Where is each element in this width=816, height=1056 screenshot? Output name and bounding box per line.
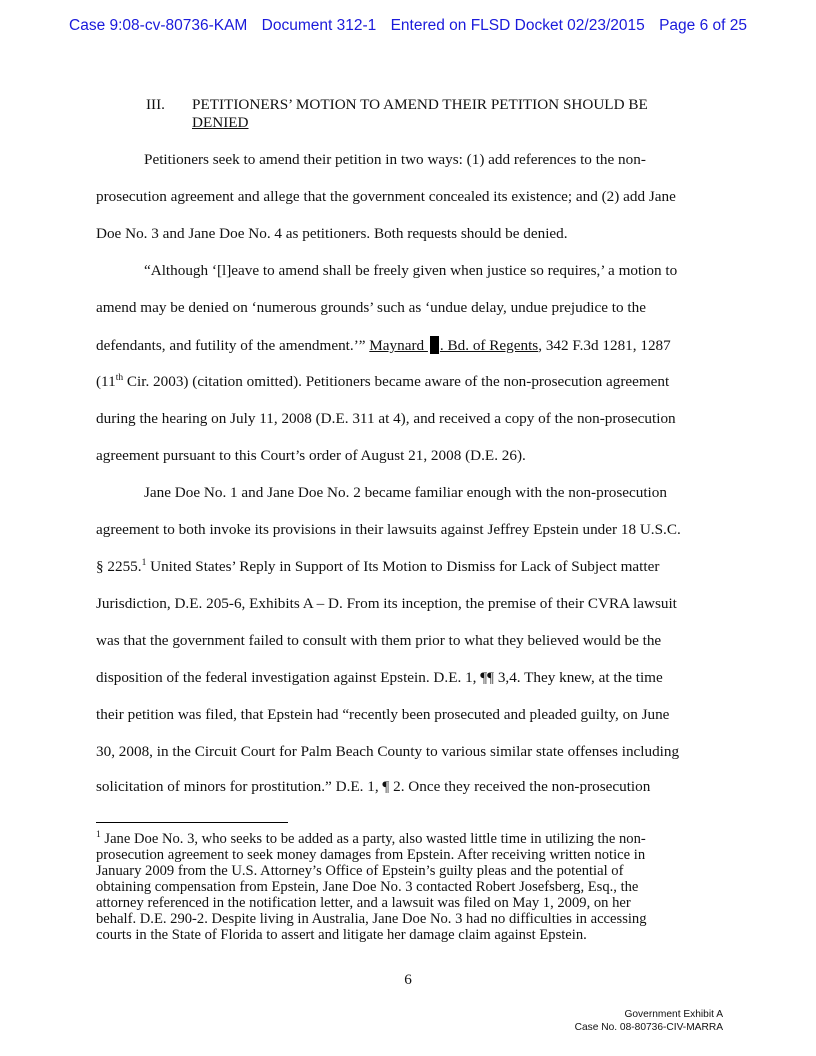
section-title-line-2: DENIED: [192, 114, 249, 131]
citation-lead: defendants, and futility of the amendment.’”: [96, 337, 370, 354]
entered-date: Entered on FLSD Docket 02/23/2015: [390, 17, 645, 34]
footnote-line: obtaining compensation from Epstein, Jane Doe No. 3 contacted Robert Josefsberg, Esq., the: [96, 879, 639, 895]
footnote-line: January 2009 from the U.S. Attorney’s Office of Epstein’s guilty pleas and the potential of: [96, 863, 624, 879]
redaction-block: [430, 336, 439, 354]
body-line: solicitation of minors for prostitution.” D.E. 1, ¶ 2. Once they received the non-prosecution: [96, 778, 651, 795]
circuit-rest: Cir. 2003) (citation omitted). Petitioners became aware of the non-prosecution agreement: [123, 373, 670, 390]
footnote-line: prosecution agreement to seek money damages from Epstein. After receiving written notice in: [96, 847, 646, 863]
footnote-line: courts in the State of Florida to assert and litigate her damage claim against Epstein.: [96, 927, 587, 943]
docket-header: [0, 17, 816, 35]
body-line: 30, 2008, in the Circuit Court for Palm Beach County to various similar state offenses including: [96, 743, 680, 760]
exhibit-case-number: Case No. 08-80736-CIV-MARRA: [574, 1022, 723, 1033]
section-number: III.: [146, 96, 165, 113]
footnote-line: $^1$ Jane Doe No. 3, who seeks to be added as a party, also wasted little time in utilizing the non-: [96, 830, 646, 847]
body-line: agreement pursuant to this Court’s order of August 21, 2008 (D.E. 26).: [96, 447, 526, 464]
case-name-part-2: . Bd. of Regents: [439, 337, 539, 354]
case-number: Case 9:08-cv-80736-KAM: [69, 17, 248, 34]
page-indicator: Page 6 of 25: [659, 17, 747, 34]
body-line-circuit: [96, 373, 669, 393]
footnote-marker: 1: [96, 830, 101, 840]
footnote-line: behalf. D.E. 290-2. Despite living in Australia, Jane Doe No. 3 had no difficulties in accessing: [96, 911, 647, 927]
case-name-part-1: Maynard: [369, 337, 428, 354]
body-line: prosecution agreement and allege that the government concealed its existence; and (2) add Jane: [96, 188, 676, 205]
body-line-rest: United States’ Reply in Support of Its Motion to Dismiss for Lack of Subject matter: [146, 558, 660, 575]
citation-reporter: , 342 F.3d 1281, 1287: [538, 337, 671, 354]
body-line-footnote-ref: [96, 558, 659, 578]
body-line: their petition was filed, that Epstein had “recently been prosecuted and pleaded guilty, on June: [96, 706, 670, 723]
body-line: Petitioners seek to amend their petition in two ways: (1) add references to the non-: [144, 151, 646, 168]
circuit-number: (11: [96, 373, 116, 390]
body-line: “Although ‘[l]eave to amend shall be freely given when justice so requires,’ a motion to: [144, 262, 678, 279]
footnote-line: attorney referenced in the notification letter, and a lawsuit was filed on May 1, 2009, on her: [96, 895, 631, 911]
body-line: Jane Doe No. 1 and Jane Doe No. 2 became familiar enough with the non-prosecution: [144, 484, 667, 501]
exhibit-stamp: [575, 1008, 723, 1034]
ordinal-suffix: th: [115, 373, 124, 383]
document-number: Document 312-1: [261, 17, 377, 34]
body-line: disposition of the federal investigation against Epstein. D.E. 1, ¶¶ 3,4. They knew, at the time: [96, 669, 663, 686]
footnote-divider: [96, 822, 288, 823]
page-number: 6: [404, 971, 412, 988]
body-line: Doe No. 3 and Jane Doe No. 4 as petitioners. Both requests should be denied.: [96, 225, 568, 242]
body-line: during the hearing on July 11, 2008 (D.E. 311 at 4), and received a copy of the non-prosecution: [96, 410, 676, 427]
body-line: was that the government failed to consult with them prior to what they believed would be the: [96, 632, 662, 649]
body-line-citation: [96, 336, 671, 355]
body-line: Jurisdiction, D.E. 205-6, Exhibits A – D. From its inception, the premise of their CVRA lawsuit: [96, 595, 677, 612]
body-line: agreement to both invoke its provisions in their lawsuits against Jeffrey Epstein under 18 U.S.C.: [96, 521, 681, 538]
footnote-reference: 1: [141, 558, 147, 568]
statute-ref: § 2255.: [96, 558, 142, 575]
body-line: amend may be denied on ‘numerous grounds’ such as ‘undue delay, undue prejudice to the: [96, 299, 646, 316]
exhibit-label: Government Exhibit A: [624, 1009, 723, 1020]
section-title-line-1: PETITIONERS’ MOTION TO AMEND THEIR PETITION SHOULD BE: [192, 96, 648, 113]
